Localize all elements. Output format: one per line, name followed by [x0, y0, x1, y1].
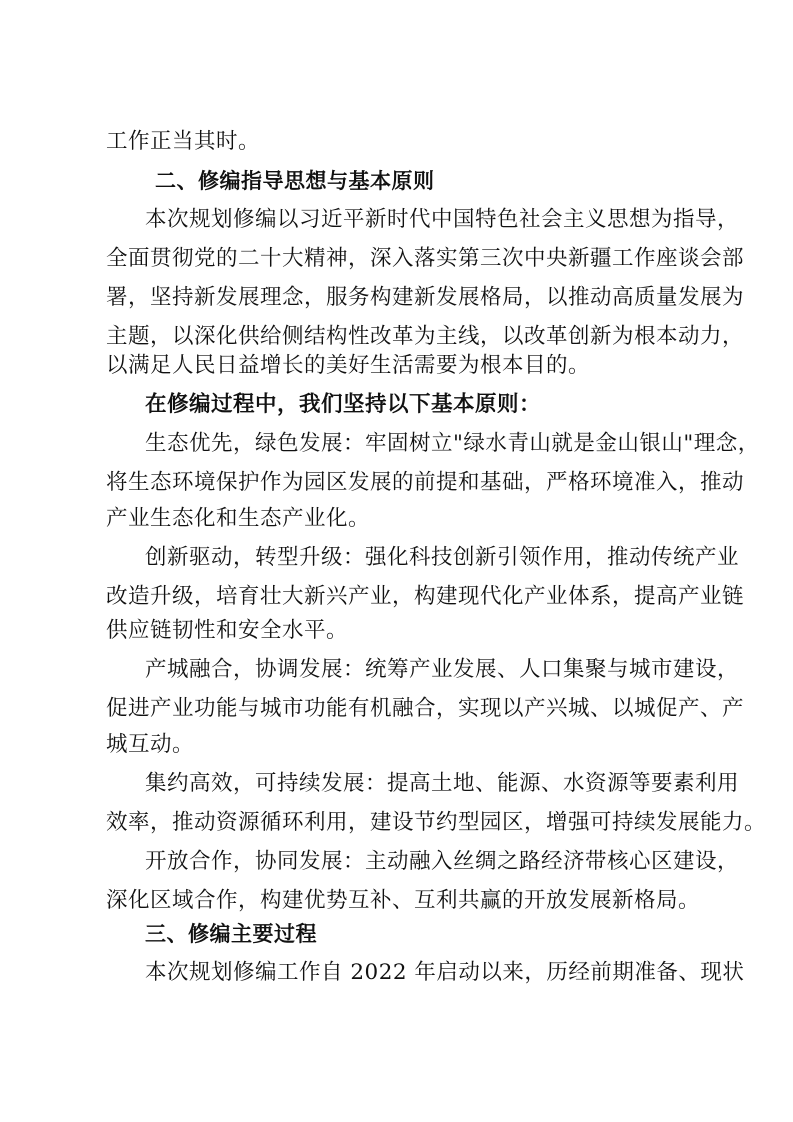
- principle-openness: 开放合作，协同发展：主动融入丝绸之路经济带核心区建设，: [145, 849, 740, 874]
- paragraph-line: 本次规划修编以习近平新时代中国特色社会主义思想为指导，: [145, 207, 740, 232]
- paragraph-line: 城互动。: [106, 732, 195, 757]
- paragraph-line: 效率，推动资源循环利用，建设节约型园区，增强可持续发展能力。: [106, 810, 767, 835]
- paragraph-line: 深化区域合作，构建优势互补、互利共赢的开放发展新格局。: [106, 888, 701, 913]
- paragraph-line: 以满足人民日益增长的美好生活需要为根本目的。: [106, 353, 591, 378]
- paragraph-line: 主题，以深化供给侧结构性改革为主线，以改革创新为根本动力，: [106, 324, 745, 349]
- paragraph-line: 本次规划修编工作自 2022 年启动以来，历经前期准备、现状: [145, 960, 745, 985]
- principle-ecology: 生态优先，绿色发展：牢固树立"绿水青山就是金山银山"理念，: [145, 431, 760, 456]
- section-heading-3: 三、修编主要过程: [145, 922, 317, 946]
- paragraph-line: 工作正当其时。: [106, 129, 261, 154]
- principle-efficiency: 集约高效，可持续发展：提高土地、能源、水资源等要素利用: [145, 771, 740, 796]
- paragraph-line: 产业生态化和生态产业化。: [106, 506, 371, 531]
- paragraph-line: 供应链韧性和安全水平。: [106, 618, 349, 643]
- paragraph-line: 将生态环境保护作为园区发展的前提和基础，严格环境准入，推动: [106, 470, 745, 495]
- principle-innovation: 创新驱动，转型升级：强化科技创新引领作用，推动传统产业: [145, 545, 740, 570]
- paragraph-line: 促进产业功能与城市功能有机融合，实现以产兴城、以城促产、产: [106, 696, 745, 721]
- paragraph-line: 改造升级，培育壮大新兴产业，构建现代化产业体系，提高产业链: [106, 584, 745, 609]
- paragraph-line: 全面贯彻党的二十大精神，深入落实第三次中央新疆工作座谈会部: [106, 246, 745, 271]
- principles-intro: 在修编过程中，我们坚持以下基本原则：: [145, 392, 542, 417]
- section-heading-2: 二、修编指导思想与基本原则: [155, 169, 435, 193]
- paragraph-line: 署，坚持新发展理念，服务构建新发展格局，以推动高质量发展为: [106, 285, 745, 310]
- principle-integration: 产城融合，协调发展：统筹产业发展、人口集聚与城市建设，: [145, 657, 740, 682]
